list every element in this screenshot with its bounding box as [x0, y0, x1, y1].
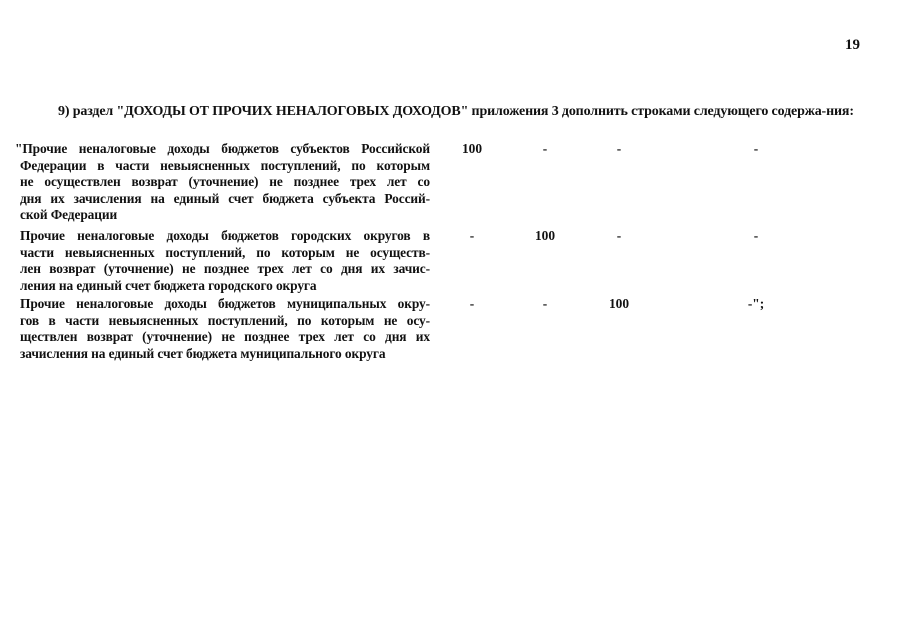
description-line: Федерации в части невыясненных поступлений, по которым — [20, 157, 430, 173]
description-line: Прочие неналоговые доходы бюджетов муниципальных окру- — [20, 296, 430, 311]
value-cell: -"; — [747, 296, 765, 311]
intro-paragraph: 9) раздел "ДОХОДЫ ОТ ПРОЧИХ НЕНАЛОГОВЫХ ДОХОДОВ" приложения 3 дополнить строками следующего содержа-ния: — [58, 104, 854, 119]
row-description — [20, 296, 430, 362]
value-cell: 100 — [461, 141, 483, 156]
description-line: части невыясненных поступлений, по которым не осуществ- — [20, 244, 430, 260]
description-line: Прочие неналоговые доходы бюджетов городских округов в — [20, 228, 430, 243]
value-cell: 100 — [534, 228, 556, 243]
value-cell: - — [753, 141, 759, 156]
description-line: гов в части невыясненных поступлений, по которым не осу- — [20, 312, 430, 328]
description-line: ской Федерации — [20, 207, 118, 223]
value-cell: - — [542, 296, 548, 311]
page-number: 19 — [845, 37, 860, 53]
table-row — [15, 141, 870, 223]
description-line: не осуществлен возврат (уточнение) не позднее трех лет со — [20, 174, 430, 190]
value-cell: - — [753, 228, 759, 243]
description-line: ления на единый счет бюджета городского округа — [20, 277, 317, 293]
description-line: "Прочие неналоговые доходы бюджетов субъектов Российской — [15, 141, 430, 156]
value-cell: - — [542, 141, 548, 156]
row-description — [15, 141, 430, 224]
value-cell: - — [616, 228, 622, 243]
description-line: дня их зачисления на единый счет бюджета субъекта Россий- — [20, 190, 430, 206]
value-cell: - — [616, 141, 622, 156]
value-cell: - — [469, 228, 475, 243]
description-line: лен возврат (уточнение) не позднее трех лет со дня их зачис- — [20, 261, 430, 277]
row-description — [20, 228, 430, 294]
description-line: ществлен возврат (уточнение) не позднее трех лет со дня их — [20, 329, 430, 345]
value-cell: - — [469, 296, 475, 311]
description-line: зачисления на единый счет бюджета муниципального округа — [20, 345, 386, 361]
value-cell: 100 — [608, 296, 630, 311]
table-row — [20, 296, 870, 376]
